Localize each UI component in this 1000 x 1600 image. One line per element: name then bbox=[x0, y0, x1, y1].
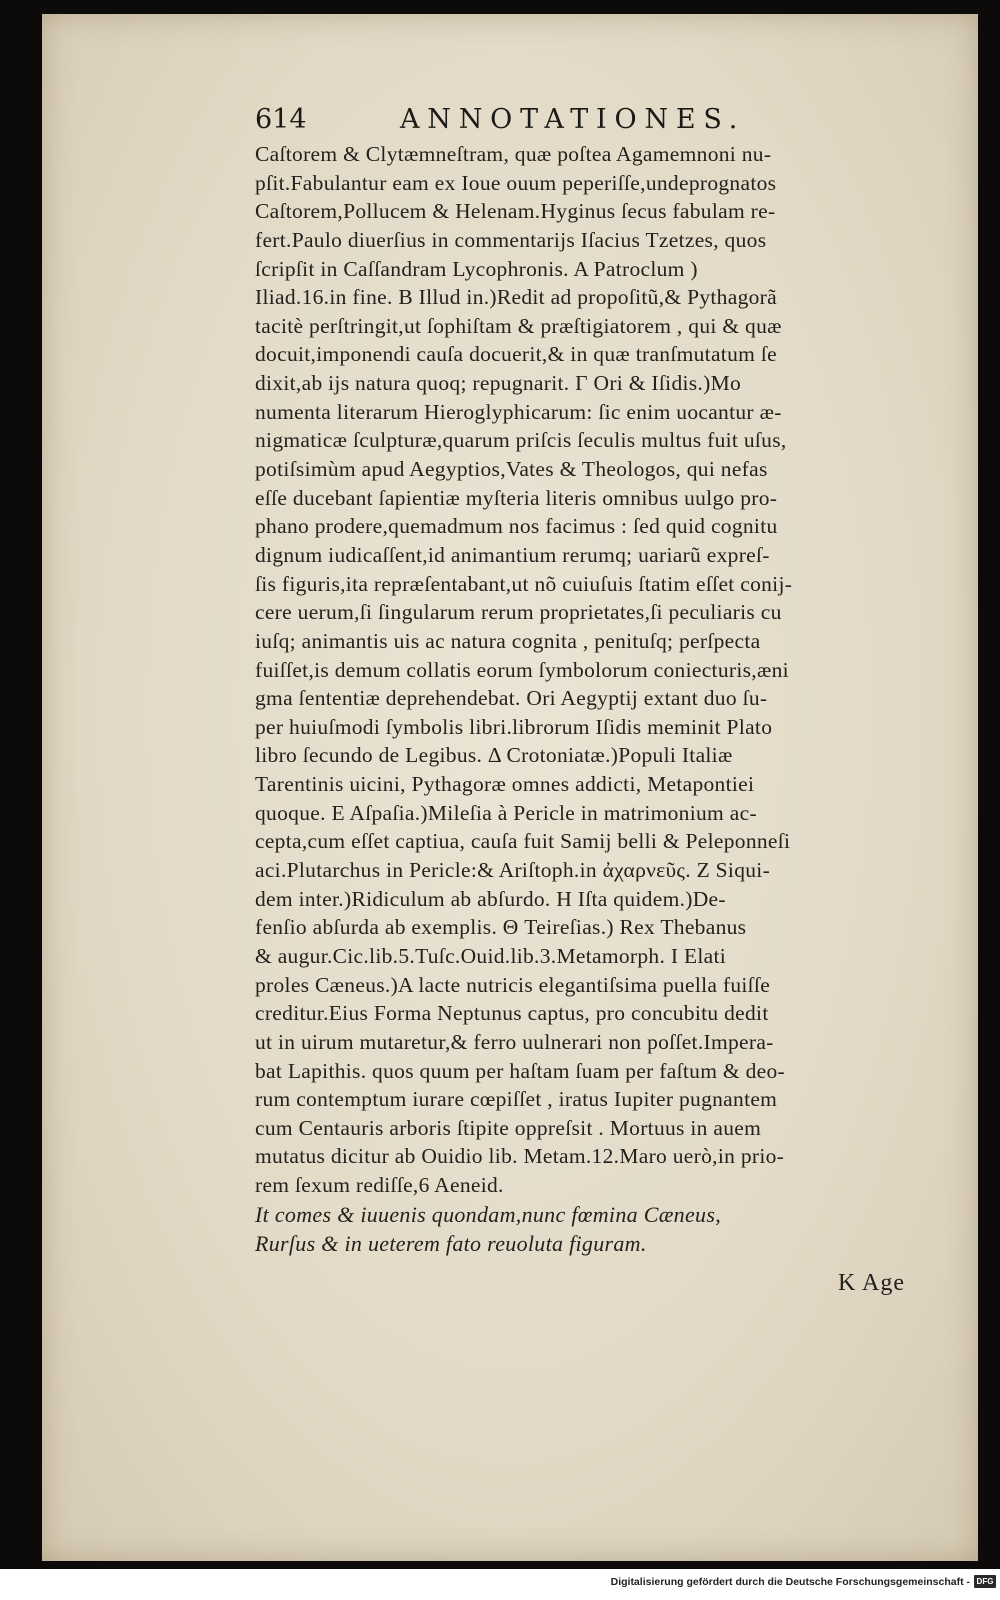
page-number: 614 bbox=[255, 104, 307, 135]
text-line: ſcripſit in Caſſandram Lycophronis. A Patroclum ) bbox=[255, 256, 698, 281]
text-line: dignum iudicaſſent,id animantium rerumq; uariarũ expreſ- bbox=[255, 542, 770, 567]
text-line: bat Lapithis. quos quum per haſtam ſuam per faſtum & deo- bbox=[255, 1058, 785, 1083]
text-line: iuſq; animantis uis ac natura cognita , penituſq; perſpecta bbox=[255, 628, 761, 653]
text-line: eſſe ducebant ſapientiæ myſteria literis omnibus uulgo pro- bbox=[255, 485, 778, 510]
text-line: ut in uirum mutaretur,& ferro uulnerari non poſſet.Impera- bbox=[255, 1029, 774, 1054]
text-line: libro ſecundo de Legibus. Δ Crotoniatæ.)Populi Italiæ bbox=[255, 743, 733, 768]
text-line: & augur.Cic.lib.5.Tuſc.Ouid.lib.3.Metamorph. I Elati bbox=[255, 943, 727, 968]
text-line: nigmaticæ ſculpturæ,quarum priſcis ſeculis multus fuit uſus, bbox=[255, 428, 787, 453]
text-line: proles Cæneus.)A lacte nutricis elegantiſsima puella fuiſſe bbox=[255, 972, 771, 997]
text-line: aci.Plutarchus in Pericle:& Ariſtoph.in ἀχαρνεῦς. Z Siqui- bbox=[255, 858, 771, 883]
text-line: phano prodere,quemadmum nos facimus : ſed quid cognitu bbox=[255, 514, 778, 539]
text-line: fert.Paulo diuerſius in commentarijs Iſacius Tzetzes, quos bbox=[255, 227, 767, 252]
dfg-logo-icon: DFG bbox=[974, 1575, 996, 1588]
text-line: rem ſexum rediſſe,6 Aeneid. bbox=[255, 1173, 504, 1198]
text-line: rum contemptum iurare cœpiſſet , iratus Iupiter pugnantem bbox=[255, 1087, 778, 1112]
text-line: cum Centauris arboris ſtipite oppreſsit . Mortuus in auem bbox=[255, 1115, 762, 1140]
funding-credit: Digitalisierung gefördert durch die Deutsche Forschungsgemeinschaft - bbox=[610, 1576, 970, 1588]
text-line: fenſio abſurda ab exemplis. Θ Teireſias.) Rex Thebanus bbox=[255, 915, 747, 940]
text-line: dem inter.)Ridiculum ab abſurdo. H Iſta quidem.)De- bbox=[255, 886, 726, 911]
annotation-text bbox=[255, 140, 935, 1258]
text-line: Iliad.16.in fine. B Illud in.)Redit ad propoſitũ,& Pythagorã bbox=[255, 285, 777, 310]
text-line: per huiuſmodi ſymbolis libri.librorum Iſidis meminit Plato bbox=[255, 714, 773, 739]
text-line: quoque. E Aſpaſia.)Mileſia à Pericle in matrimonium ac- bbox=[255, 800, 757, 825]
text-line: fuiſſet,is demum collatis eorum ſymbolorum coniecturis,æni bbox=[255, 657, 789, 682]
text-line: gma ſententiæ deprehendebat. Ori Aegyptij extant duo ſu- bbox=[255, 686, 768, 711]
catchword: K Age bbox=[838, 1270, 905, 1296]
text-line: Caſtorem & Clytæmneſtram, quæ poſtea Agamemnoni nu- bbox=[255, 142, 772, 166]
text-line: cepta,cum eſſet captiua, cauſa fuit Samij belli & Peleponneſi bbox=[255, 829, 791, 854]
text-line: potiſsimùm apud Aegyptios,Vates & Theologos, qui nefas bbox=[255, 457, 768, 482]
page-header bbox=[255, 103, 800, 137]
text-line: mutatus dicitur ab Ouidio lib. Metam.12.Maro uerò,in prio- bbox=[255, 1144, 785, 1169]
text-line: tacitè perſtringit,ut ſophiſtam & præſtigiatorem , qui & quæ bbox=[255, 313, 782, 338]
running-head: ANNOTATIONES. bbox=[400, 104, 746, 135]
verse-line: Rurſus & in ueterem fato reuoluta figuram. bbox=[255, 1230, 647, 1256]
text-line: Tarentinis uicini, Pythagoræ omnes addicti, Metapontiei bbox=[255, 772, 755, 797]
text-line: pſit.Fabulantur eam ex Ioue ouum peperiſſe,undeprognatos bbox=[255, 170, 777, 195]
text-line: ſis figuris,ita repræſentabant,ut nõ cuiuſuis ſtatim eſſet conij- bbox=[255, 571, 793, 596]
verse-line: It comes & iuuenis quondam,nunc fœmina Cæneus, bbox=[255, 1201, 721, 1227]
text-line: cere uerum,ſi ſingularum rerum proprietates,ſi peculiaris cu bbox=[255, 600, 782, 625]
text-line: numenta literarum Hieroglyphicarum: ſic enim uocantur æ- bbox=[255, 399, 782, 424]
text-line: creditur.Eius Forma Neptunus captus, pro concubitu dedit bbox=[255, 1001, 769, 1026]
text-line: dixit,ab ijs natura quoq; repugnarit. Γ Ori & Iſidis.)Mo bbox=[255, 371, 742, 396]
text-line: Caſtorem,Pollucem & Helenam.Hyginus ſecus fabulam re- bbox=[255, 199, 776, 224]
text-line: docuit,imponendi cauſa docuerit,& in quæ tranſmutatum ſe bbox=[255, 342, 777, 367]
digitization-footer bbox=[0, 1569, 1000, 1600]
